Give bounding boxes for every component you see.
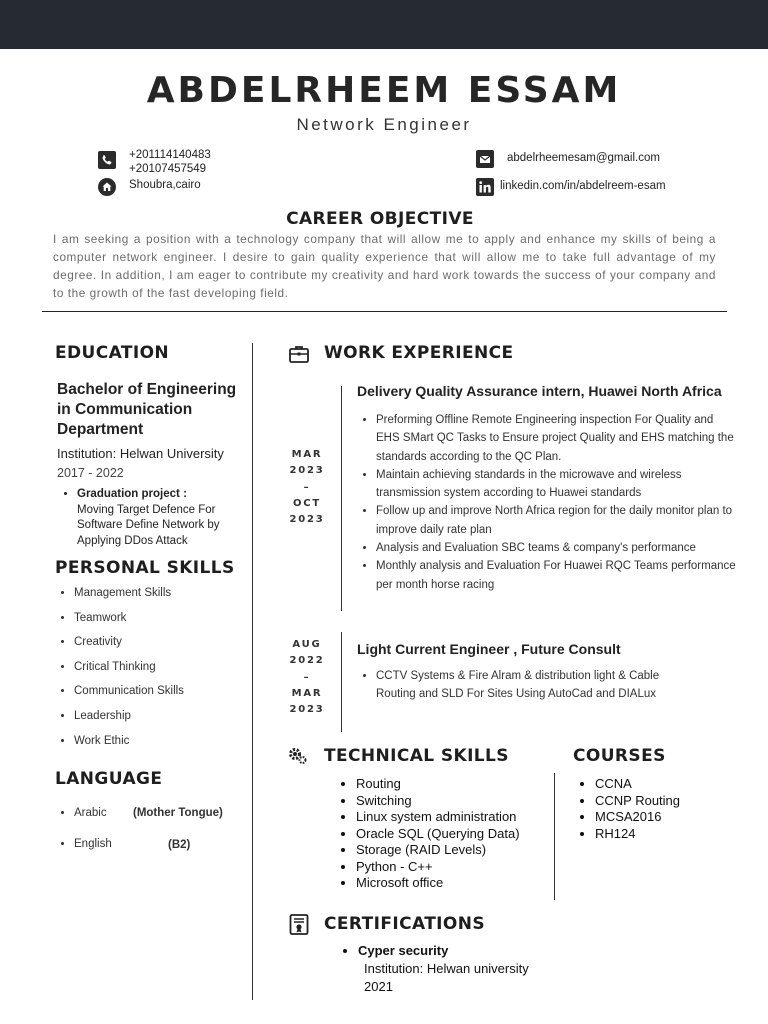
list-item: • Leadership xyxy=(74,710,184,735)
job-role: Network Engineer xyxy=(296,115,472,134)
job-2-bullets xyxy=(358,667,688,704)
list-item: • Python - C++ xyxy=(356,859,520,876)
person-name: ABDELRHEEM ESSAM xyxy=(146,70,622,111)
courses-heading: COURSES xyxy=(573,746,666,766)
section-divider xyxy=(42,311,727,312)
timeline-line xyxy=(341,632,342,732)
timeline-line xyxy=(341,386,342,611)
job-1-title: Delivery Quality Assurance intern, Huawei North Africa xyxy=(357,383,722,399)
career-objective-heading: CAREER OBJECTIVE xyxy=(286,209,474,229)
certifications-heading: CERTIFICATIONS xyxy=(324,914,486,934)
briefcase-icon xyxy=(288,343,310,365)
language-level: (Mother Tongue) xyxy=(133,807,223,819)
linkedin-icon xyxy=(476,178,494,196)
graduation-project-text: Moving Target Defence For Software Define Network by Applying DDos Attack xyxy=(77,503,220,547)
personal-skills-heading: PERSONAL SKILLS xyxy=(55,558,235,578)
list-item: • Work Ethic xyxy=(74,735,184,760)
column-divider xyxy=(554,773,555,900)
phone-number-2[interactable]: +20107457549 xyxy=(129,163,207,175)
certification-entry xyxy=(344,942,529,996)
list-item: • CCNP Routing xyxy=(595,793,680,810)
list-item xyxy=(74,838,112,863)
email-link[interactable]: abdelrheemesam@gmail.com xyxy=(507,152,660,164)
list-item: • Maintain achieving standards in the microwave and wireless transmission system according to Huawei standards xyxy=(376,466,738,503)
job-2-dates: AUG 2022 – MAR 2023 xyxy=(289,639,325,716)
graduation-project-label: Graduation project : xyxy=(77,488,187,500)
language-name: Arabic xyxy=(74,807,107,819)
certification-year: 2021 xyxy=(364,979,393,994)
language-list xyxy=(56,807,112,863)
list-item: • Microsoft office xyxy=(356,875,520,892)
list-item: • Linux system administration xyxy=(356,809,520,826)
phone-icon xyxy=(98,151,116,169)
column-divider xyxy=(252,343,253,1000)
education-heading: EDUCATION xyxy=(55,343,170,363)
list-item: • Switching xyxy=(356,793,520,810)
list-item: • RH124 xyxy=(595,826,680,843)
list-item: • Oracle SQL (Querying Data) xyxy=(356,826,520,843)
education-years: 2017 - 2022 xyxy=(57,466,124,480)
job-1-dates: MAR 2023 – OCT 2023 xyxy=(289,449,325,526)
list-item: • Management Skills xyxy=(74,587,184,612)
list-item: • Follow up and improve North Africa region for the daily monitor plan to improve daily rate plan xyxy=(376,502,738,539)
graduation-project xyxy=(62,487,252,549)
list-item: • Teamwork xyxy=(74,612,184,637)
list-item: • Routing xyxy=(356,776,520,793)
list-item: • MCSA2016 xyxy=(595,809,680,826)
job-1-bullets xyxy=(358,411,738,594)
job-2-title: Light Current Engineer , Future Consult xyxy=(357,641,621,657)
technical-skills-heading: TECHNICAL SKILLS xyxy=(324,746,509,766)
top-banner xyxy=(0,0,768,49)
certification-name: Cyper security xyxy=(358,943,449,958)
certification-institution: Institution: Helwan university xyxy=(364,961,529,976)
home-icon xyxy=(98,178,116,196)
education-degree: Bachelor of Engineering in Communication Department xyxy=(57,381,237,438)
certificate-icon xyxy=(288,913,310,935)
list-item: • Analysis and Evaluation SBC teams & company's performance xyxy=(376,539,738,557)
education-institution: Institution: Helwan University xyxy=(57,446,224,461)
personal-skills-list xyxy=(56,587,184,759)
phone-number-1[interactable]: +201114140483 xyxy=(129,149,211,161)
gears-icon xyxy=(287,745,309,767)
list-item: • Critical Thinking xyxy=(74,661,184,686)
language-name: English xyxy=(74,838,112,850)
list-item xyxy=(74,807,112,838)
list-item: • Monthly analysis and Evaluation For Huawei RQC Teams performance per month horse racing xyxy=(376,557,738,594)
email-icon xyxy=(476,150,494,168)
address: Shoubra,cairo xyxy=(129,179,201,191)
list-item: • CCTV Systems & Fire Alram & distribution light & Cable Routing and SLD For Sites Using AutoCad and DIALux xyxy=(376,667,688,704)
list-item: • Storage (RAID Levels) xyxy=(356,842,520,859)
career-objective-text: I am seeking a position with a technology company that will allow me to apply and enhance my skills of being a computer network engineer. I desire to gain quality experience that will allow me to take full advantage of my degree. In addition, I am eager to contribute my creativity and hard work towards the success of your company and to the growth of the fast developing field. xyxy=(53,232,716,300)
list-item: • Communication Skills xyxy=(74,685,184,710)
technical-skills-list xyxy=(338,776,520,892)
courses-list xyxy=(577,776,680,842)
list-item: • CCNA xyxy=(595,776,680,793)
work-experience-heading: WORK EXPERIENCE xyxy=(324,343,514,363)
list-item: • Creativity xyxy=(74,636,184,661)
linkedin-link[interactable]: linkedin.com/in/abdelreem-esam xyxy=(500,180,666,192)
list-item: • Preforming Offline Remote Engineering inspection For Quality and EHS SMart QC Tasks to Ensure project Quality and EHS matching the standards according to the QC Plan. xyxy=(376,411,738,466)
language-level: (B2) xyxy=(168,839,191,851)
language-heading: LANGUAGE xyxy=(55,769,163,789)
